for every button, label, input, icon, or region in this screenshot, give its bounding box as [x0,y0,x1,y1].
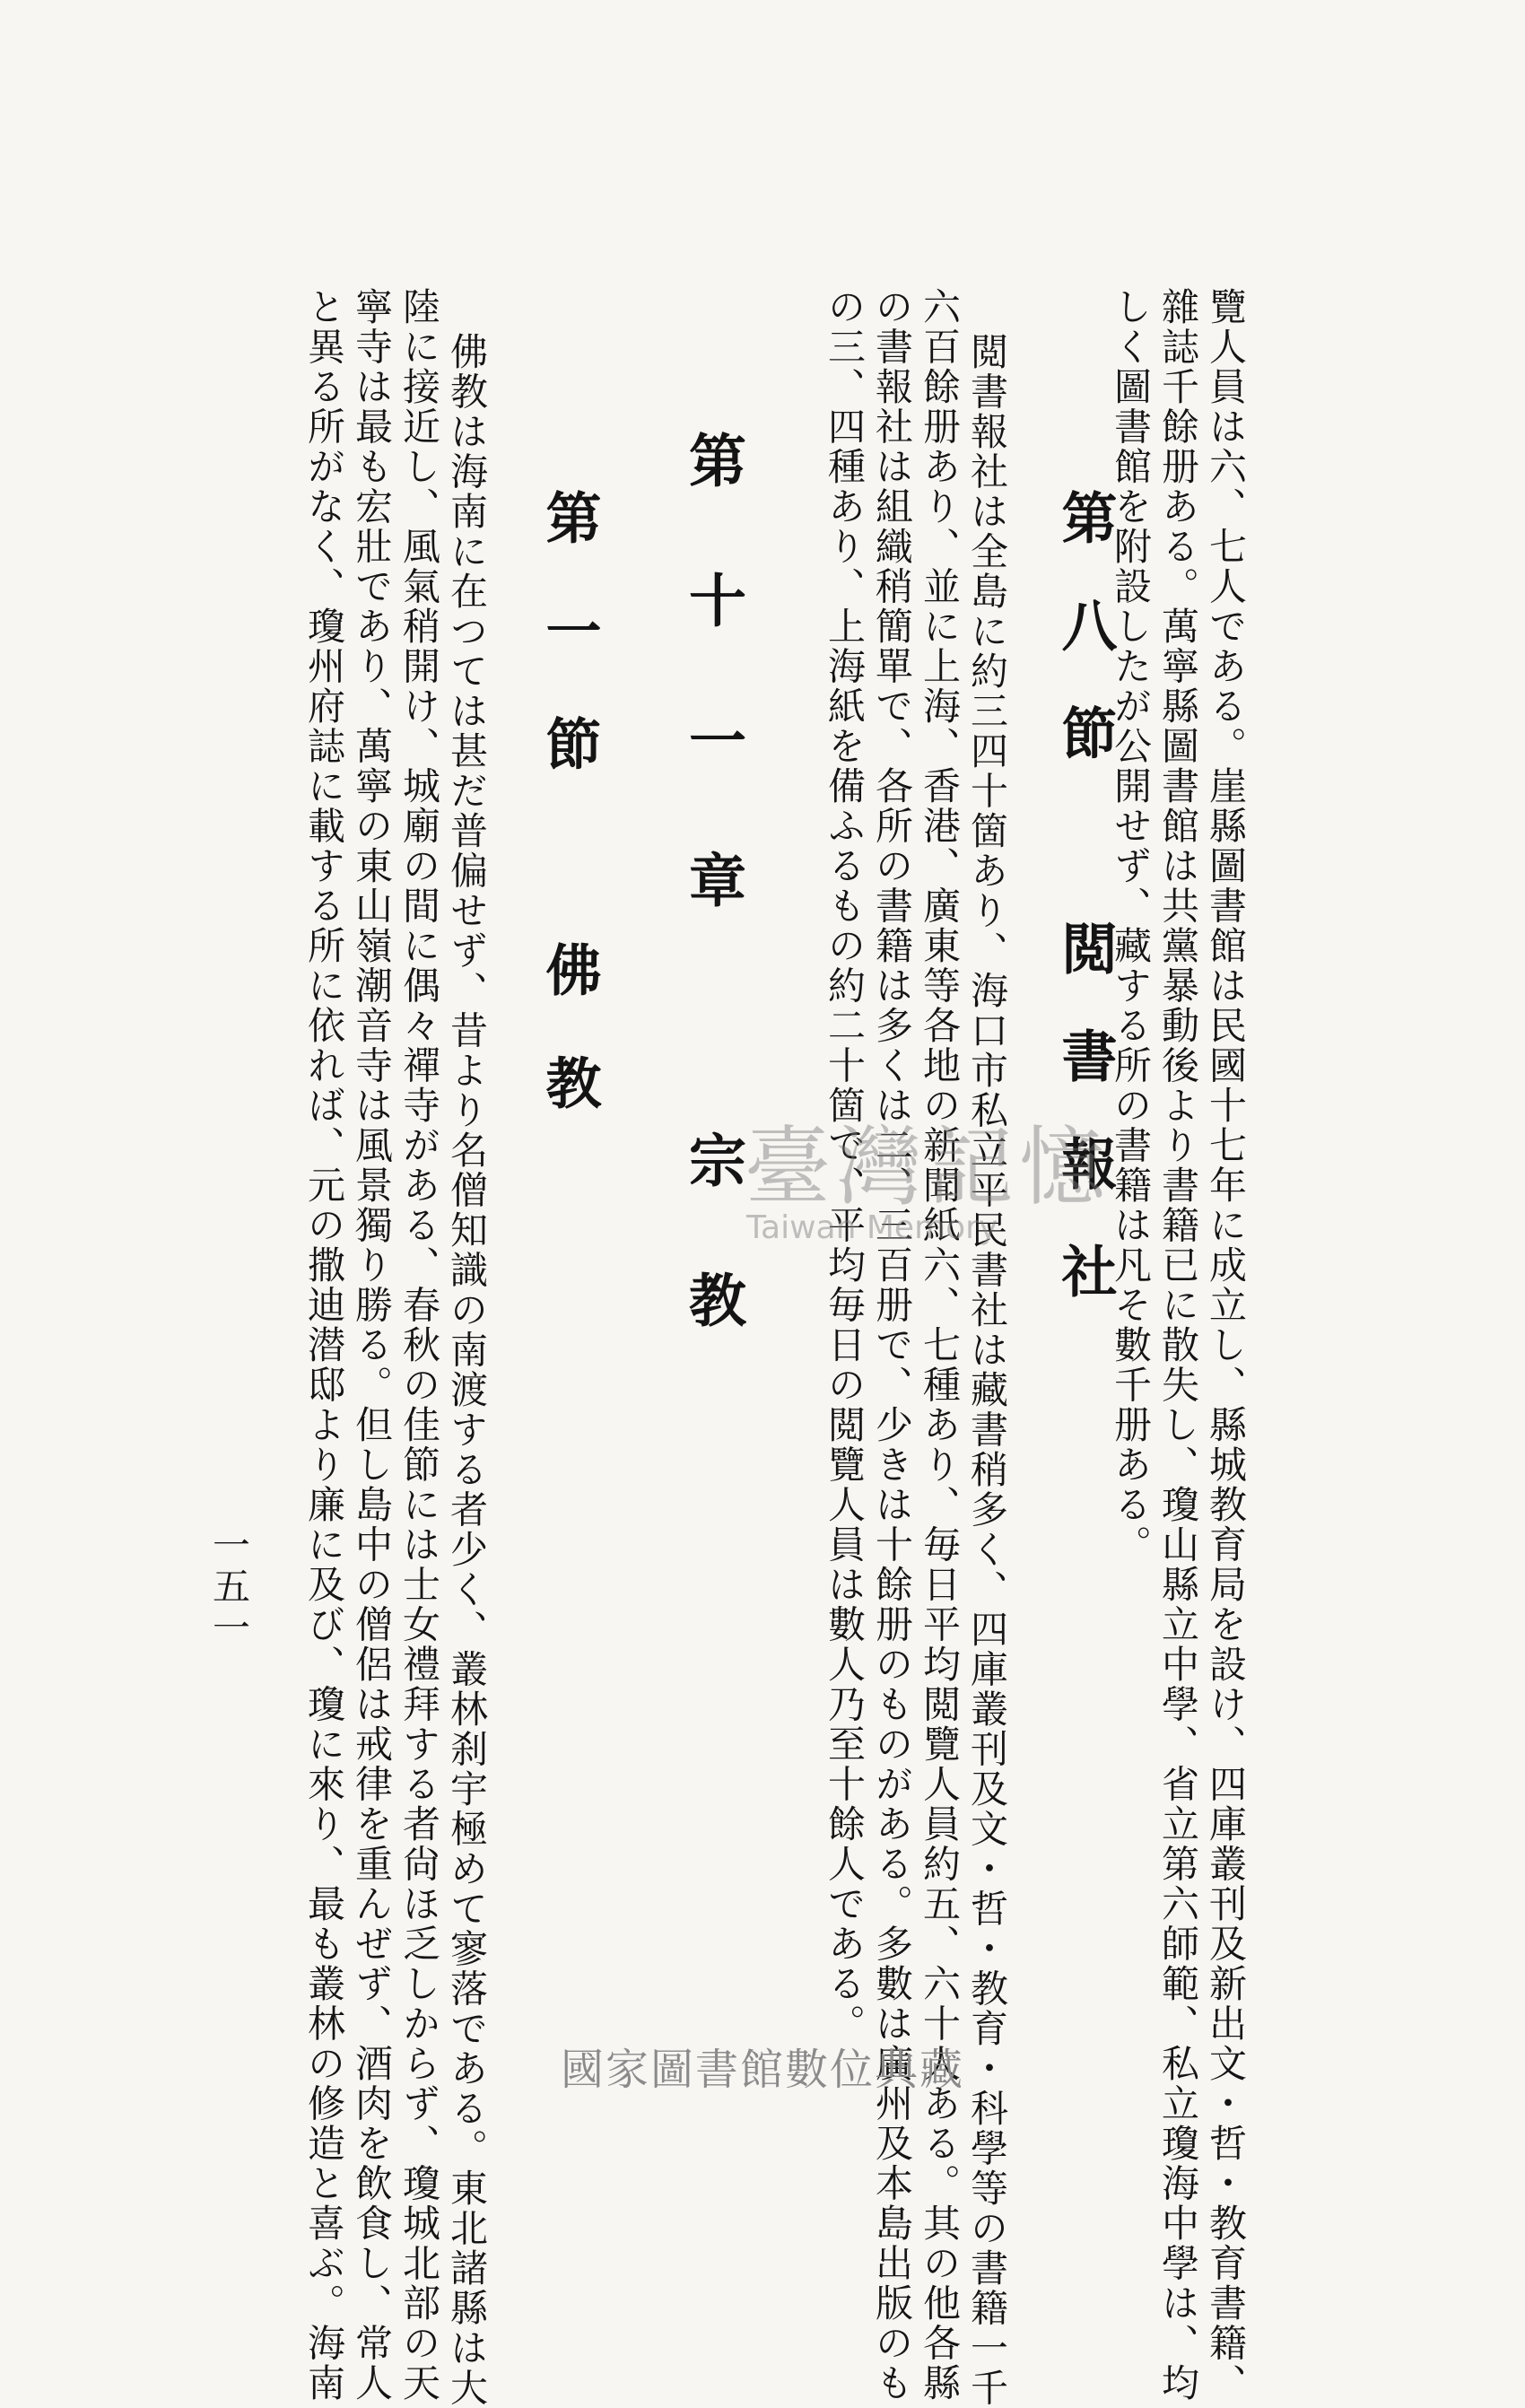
text-column-8: 佛教は海南に在つては甚だ普偏せず、昔より名僧知識の南渡する者少く、叢林刹宇極めて寥落である。東北諸縣は大 [445,332,489,2408]
text-column-4: 閲書報社は全島に約三四十箇あり、海口市私立平民書社は藏書稍多く、四庫叢刊及文・哲・教育・科學等の書籍一千 [965,332,1009,2408]
watermark-subtitle: Taiwan Memory [746,1209,998,1246]
text-column-10: 寧寺は最も宏壯であり、萬寧の東山嶺潮音寺は風景獨り勝る。但し島中の僧侶は戒律を重んぜず、酒肉を飲食し、常人 [350,287,394,2404]
watermark-logo-text: 臺灣記憶 [745,1117,1111,1217]
section-heading-8: 第八節 閲書報社 [1052,489,1118,1350]
text-column-1: 覽人員は六、七人である。崖縣圖書館は民國十七年に成立し、縣城教育局を設け、四庫叢刊及新出文・哲・教育書籍、 [1204,287,1248,2404]
text-column-3: しく圖書館を附設したが公開せず、藏する所の書籍は凡そ數千册ある。 [1109,287,1153,1565]
text-column-5: 六百餘册あり、並に上海、香港、廣東等各地の新聞紙六、七種あり、毎日平均閲覽人員約五、六十人ある。其の他各縣 [918,287,962,2404]
footer-credit: 國家圖書館數位典藏 [560,2045,964,2095]
text-column-7: の三、四種あり、上海紙を備ふるもの約二十箇で、平均毎日の閲覽人員は數人乃至十餘人である。 [823,287,867,2044]
text-column-6: の書報社は組織稍簡單で、各所の書籍は多くは二、三百册で、少きは十餘册のものがある。多數は廣州及本島出版のも [870,287,914,2404]
chapter-heading: 第十一章 宗教 [679,431,746,1410]
text-column-2: 雜誌千餘册ある。萬寧縣圖書館は共黨暴動後より書籍已に散失し、瓊山縣立中學、省立第六師範、私立瓊海中學は、均 [1156,287,1200,2404]
text-column-11: と異る所がなく、瓊州府誌に載する所に依れば、元の撒迪潜邸より廉に及び、瓊に來り、最も叢林の修造と喜ぶ。海南 [302,287,346,2404]
text-column-9: 陸に接近し、風氣稍開け、城廟の間に偶々禪寺がある、春秋の佳節には士女禮拜する者尙ほ乏しからず、瓊城北部の天 [397,287,441,2404]
page-number: 一五一 [207,1525,251,1649]
section-heading-1: 第一節 佛教 [536,489,602,1167]
